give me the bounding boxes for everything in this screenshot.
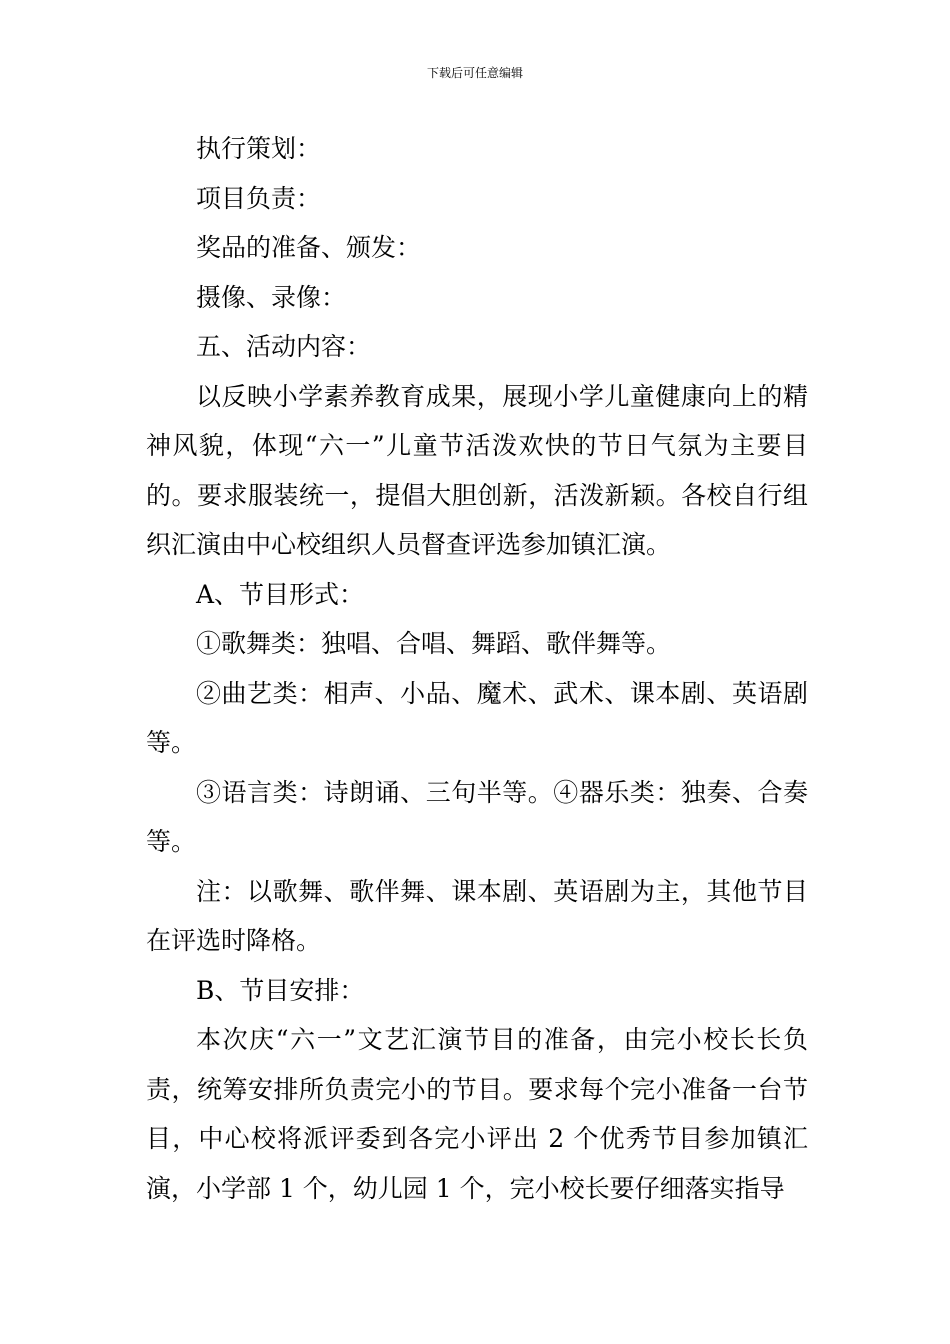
list-item-song-dance: ①歌舞类：独唱、合唱、舞蹈、歌伴舞等。: [196, 629, 672, 658]
page-header-note: 下载后可任意编辑: [426, 66, 523, 80]
document-body: [146, 124, 808, 1213]
list-item-folk-arts: ②曲艺类：相声、小品、魔术、武术、课本剧、英语剧等。: [146, 678, 808, 757]
paragraph-project-lead: 项目负责：: [196, 183, 322, 213]
section-heading-activity-content: 五、活动内容：: [196, 332, 372, 361]
paragraph-photography: 摄像、录像：: [196, 282, 347, 312]
paragraph-arrangement-description: 本次庆“六一”文艺汇演节目的准备，由完小校长长负责，统筹安排所负责完小的节目。要求每个完小准备一台节目，中心校将派评委到各完小评出 2 个优秀节目参加镇汇演，小学部 1 个，幼儿园 1 个，完小校长要仔细落实指导: [146, 1025, 808, 1203]
subheading-program-arrangement: B、节目安排：: [196, 975, 365, 1005]
list-item-language-instrumental: ③语言类：诗朗诵、三句半等。④器乐类：独奏、合奏等。: [146, 777, 808, 856]
paragraph-executive-planning: 执行策划：: [196, 134, 322, 163]
paragraph-prizes: 奖品的准备、颁发：: [196, 233, 422, 262]
subheading-program-forms: A、节目形式：: [196, 579, 365, 609]
paragraph-activity-description: 以反映小学素养教育成果，展现小学儿童健康向上的精神风貌，体现“六一”儿童节活泼欢快的节日气氛为主要目的。要求服装统一，提倡大胆创新，活泼新颖。各校自行组织汇演由中心校组织人员督查评选参加镇汇演。: [146, 381, 808, 559]
paragraph-note: 注：以歌舞、歌伴舞、课本剧、英语剧为主，其他节目在评选时降格。: [146, 876, 808, 955]
